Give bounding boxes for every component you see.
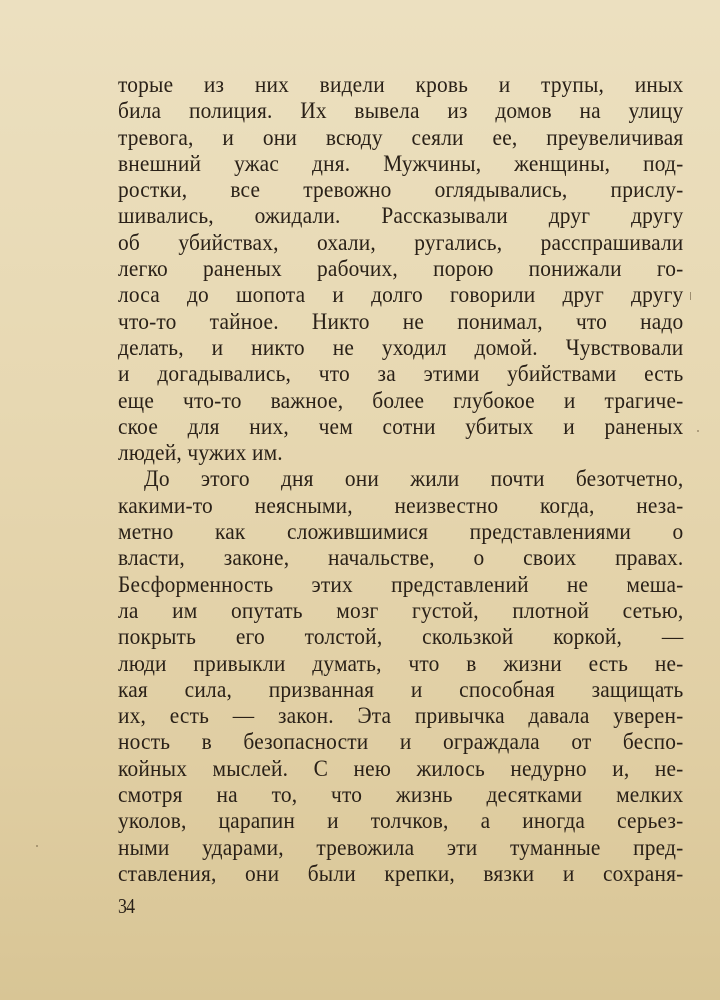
text-line: ность в безопасности и ограждала от беспо-	[118, 729, 684, 755]
text-line: уколов, царапин и толчков, а иногда серьез-	[118, 808, 684, 834]
text-line: власти, законе, начальстве, о своих правах.	[118, 545, 684, 571]
text-line: кая сила, призванная и способная защищать	[118, 676, 684, 702]
text-line: метно как сложившимися представлениями о	[118, 519, 684, 545]
text-line: покрыть его толстой, скользкой коркой, —	[118, 624, 684, 650]
text-line: лоса до шопота и долго говорили друг другу	[118, 282, 684, 308]
paper-speck	[36, 845, 38, 847]
paper-speck	[697, 430, 699, 432]
text-line: и догадывались, что за этими убийствами есть	[118, 361, 684, 387]
paragraph-start-line: До этого дня они жили почти безотчетно,	[144, 466, 684, 492]
paper-speck	[690, 292, 691, 300]
text-line: ское для них, чем сотни убитых и раненых	[118, 413, 684, 439]
text-line: ростки, все тревожно оглядывались, прислу-	[118, 177, 684, 203]
text-line: об убийствах, охали, ругались, расспрашивали	[118, 229, 684, 255]
paragraph-end-line: людей, чужих им.	[118, 440, 283, 466]
text-line: смотря на то, что жизнь десятками мелких	[118, 782, 684, 808]
text-line: еще что-то важное, более глубокое и трагиче-	[118, 387, 684, 413]
text-line: люди привыкли думать, что в жизни есть не-	[118, 650, 684, 676]
page-number: 34	[118, 894, 135, 918]
text-line: легко раненых рабочих, порою понижали го-	[118, 256, 684, 282]
text-line: шивались, ожидали. Рассказывали друг другу	[118, 203, 684, 229]
text-line: Бесформенность этих представлений не меша-	[118, 571, 684, 597]
text-line: ла им опутать мозг густой, плотной сетью,	[118, 597, 684, 623]
text-line: ными ударами, тревожила эти туманные пред-	[118, 834, 684, 860]
text-line: что-то тайное. Никто не понимал, что надо	[118, 308, 684, 334]
text-line: делать, и никто не уходил домой. Чувствовали	[118, 334, 684, 360]
page-text-block	[118, 72, 684, 887]
text-line: торые из них видели кровь и трупы, иных	[118, 72, 684, 97]
text-line: койных мыслей. С нею жилось недурно и, не-	[118, 755, 684, 781]
text-line: внешний ужас дня. Мужчины, женщины, под-	[118, 150, 684, 176]
text-line: тревога, и они всюду сеяли ее, преувеличивая	[118, 124, 684, 150]
text-line: била полиция. Их вывела из домов на улицу	[118, 98, 684, 124]
text-line: их, есть — закон. Эта привычка давала уверен-	[118, 703, 684, 729]
text-line: ставления, они были крепки, вязки и сохраня-	[118, 860, 684, 886]
text-line: какими-то неясными, неизвестно когда, неза-	[118, 492, 684, 518]
